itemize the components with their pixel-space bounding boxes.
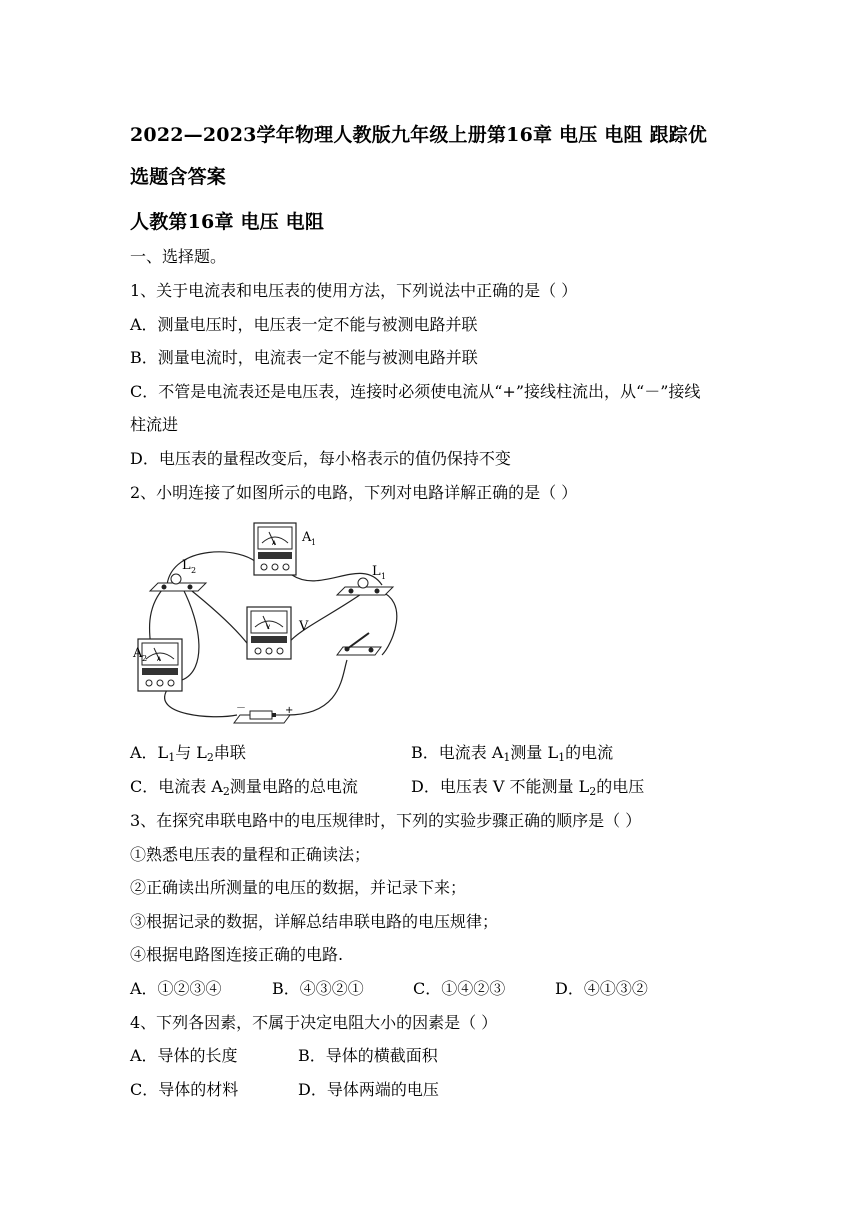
ammeter-a1 [254,523,296,575]
wire-l1-v [287,590,367,645]
q3-option-d: D．④①③② [555,979,648,998]
ammeter-a2-face-label: A [157,656,162,663]
document-title-line2: 选题含答案 [130,166,227,188]
q3-step-2: ②正确读出所测量的电压的数据，并记录下来； [130,878,467,897]
q3-stem: 3、在探究串联电路中的电压规律时，下列的实验步骤正确的顺序是（ ） [130,811,642,830]
q4-option-a: A．导体的长度 [130,1046,238,1065]
label-l1: L [372,564,381,579]
ammeter-a1-face-label: A [272,540,277,547]
q3-option-b: B．④③②① [272,979,364,998]
circuit-diagram [132,515,417,730]
wire-l2-v [187,587,252,650]
voltmeter-face-label: V [266,624,271,631]
label-l1-sub: 1 [381,572,387,581]
wire-l1-switch [377,590,397,655]
q1-option-d: D．电压表的量程改变后，每小格表示的值仍保持不变 [130,449,511,468]
bulb-l2 [150,574,206,591]
q3-step-3: ③根据记录的数据，详解总结串联电路的电压规律； [130,912,499,931]
label-v: V [299,619,309,634]
q3-option-c: C．①④②③ [413,979,506,998]
q3-option-a: A．①②③④ [130,979,222,998]
wire-l2-a2 [182,587,199,680]
q2-option-b: B．电流表 $A_1$测量 $L_1$的电流 [411,743,614,764]
battery-plus: + [285,705,294,716]
wire-battery-switch [287,660,347,715]
q1-option-c-line2: 柱流进 [130,415,179,434]
voltmeter-v [247,607,291,659]
chapter-heading: 人教第16章 电压 电阻 [130,211,325,233]
q2-option-c: C．电流表 $A_2$测量电路的总电流 [130,777,358,798]
label-a1: A [302,530,312,545]
label-a1-sub: 1 [311,538,317,547]
wire-a1-l1 [292,573,382,585]
q1-stem: 1、关于电流表和电压表的使用方法，下列说法中正确的是（ ） [130,281,578,300]
q4-option-d: D．导体两端的电压 [298,1080,439,1099]
label-a2-sub: 2 [142,654,148,663]
q2-option-d: D．电压表 V 不能测量 $L_2$的电压 [411,777,645,798]
label-a2: A [133,646,143,661]
q1-option-a: A．测量电压时，电压表一定不能与被测电路并联 [130,315,478,334]
q1-option-c-line1: C．不管是电流表还是电压表，连接时必须使电流从“+”接线柱流出，从“－”接线 [130,382,701,401]
q2-stem: 2、小明连接了如图所示的电路，下列对电路详解正确的是（ ） [130,483,578,502]
document-title-line1: 2022—2023学年物理人教版九年级上册第16章 电压 电阻 跟踪优 [130,124,708,146]
q3-step-1: ①熟悉电压表的量程和正确读法； [130,845,371,864]
q4-option-b: B．导体的横截面积 [298,1046,438,1065]
label-l2-sub: 2 [191,566,197,575]
q3-step-4: ④根据电路图连接正确的电路. [130,945,344,964]
q4-option-c: C．导体的材料 [130,1080,239,1099]
switch [337,633,381,655]
q4-stem: 4、下列各因素，不属于决定电阻大小的因素是（ ） [130,1013,498,1032]
section-heading: 一、选择题。 [130,247,227,266]
battery-minus: － [236,703,246,714]
q1-option-b: B．测量电流时，电流表一定不能与被测电路并联 [130,348,478,367]
label-l2: L [182,558,191,573]
q2-option-a: A．$L_1$与 $L_2$串联 [130,743,246,764]
wire-a2-battery [165,690,237,717]
ammeter-a2 [138,639,182,691]
